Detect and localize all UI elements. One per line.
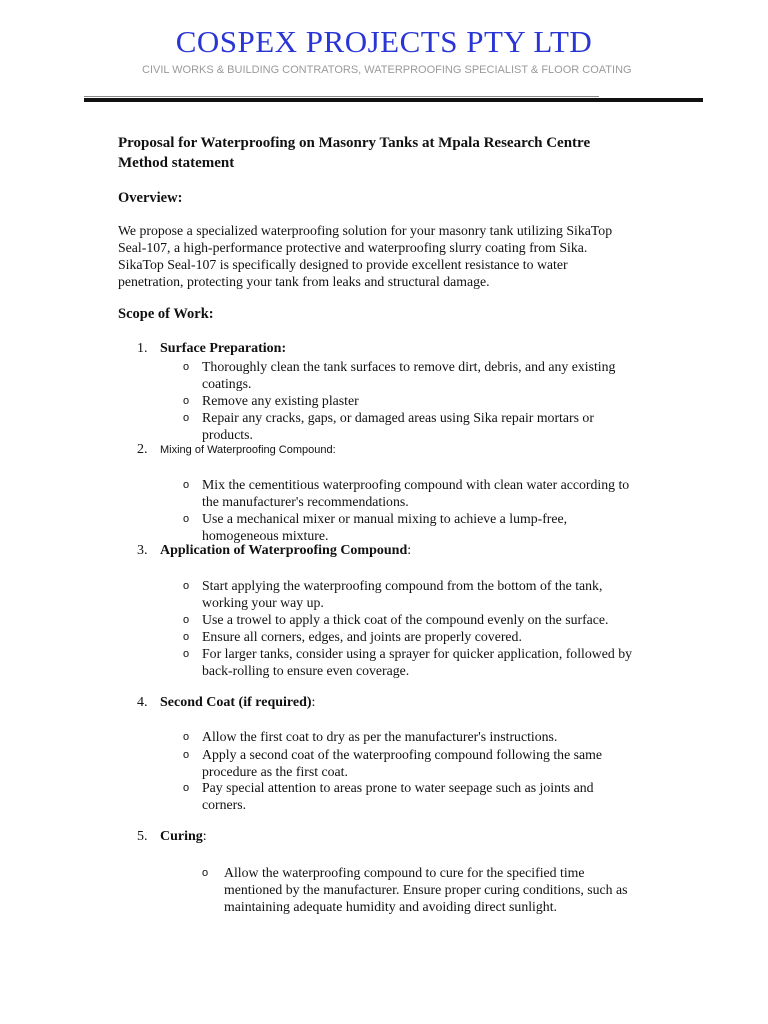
bullet-line: working your way up. (202, 595, 324, 610)
overview-line: SikaTop Seal-107 is specifically designed to provide excellent resistance to water (118, 257, 568, 272)
section-title (160, 695, 315, 711)
bullet-text (202, 728, 557, 745)
header-rule-thin (84, 96, 599, 97)
scope-heading: Scope of Work: (118, 306, 214, 322)
overview-heading: Overview: (118, 190, 183, 206)
bullet-text (202, 476, 629, 510)
bullet-text (202, 645, 632, 679)
section-title-text: Second Coat (if required) (160, 695, 312, 710)
doc-subtitle: Method statement (118, 155, 235, 171)
bullet-icon: o (183, 782, 190, 794)
bullet-line: corners. (202, 797, 247, 812)
section-number: 1. (137, 341, 148, 356)
bullet-icon: o (183, 648, 190, 660)
bullet-text (202, 611, 609, 628)
bullet-line: Allow the waterproofing compound to cure for the specified time (224, 865, 585, 880)
section-title (160, 444, 336, 456)
section-title-suffix: : (407, 543, 412, 558)
bullet-line: Ensure all corners, edges, and joints are properly covered. (202, 629, 522, 644)
bullet-line: procedure as the first coat. (202, 764, 348, 779)
section-number: 4. (137, 695, 148, 710)
bullet-line: mentioned by the manufacturer. Ensure proper curing conditions, such as (224, 882, 628, 897)
bullet-icon: o (183, 513, 190, 525)
company-tagline: CIVIL WORKS & BUILDING CONTRATORS, WATERPROOFING SPECIALIST & FLOOR COATING (142, 64, 632, 76)
section-title (160, 543, 411, 559)
bullet-icon: o (183, 412, 190, 424)
bullet-text (202, 746, 602, 780)
section-title-suffix: : (332, 444, 336, 456)
bullet-icon: o (183, 749, 190, 761)
bullet-line: Remove any existing plaster (202, 393, 359, 408)
section-title-text: Mixing of Waterproofing Compound (160, 444, 333, 456)
bullet-line: the manufacturer's recommendations. (202, 494, 409, 509)
section-title-suffix: : (311, 695, 316, 710)
bullet-text (202, 409, 594, 443)
bullet-icon: o (183, 614, 190, 626)
bullet-text (202, 392, 359, 409)
bullet-text (202, 577, 602, 611)
bullet-line: coatings. (202, 376, 252, 391)
bullet-icon: o (183, 361, 190, 373)
doc-title: Proposal for Waterproofing on Masonry Tanks at Mpala Research Centre (118, 135, 591, 151)
bullet-text (202, 510, 567, 544)
bullet-text (202, 779, 594, 813)
bullet-line: Allow the first coat to dry as per the manufacturer's instructions. (202, 729, 558, 744)
section-title (160, 829, 207, 845)
bullet-icon: o (183, 731, 190, 743)
overview-line: We propose a specialized waterproofing solution for your masonry tank utilizing SikaTop (118, 223, 613, 238)
bullet-line: Use a trowel to apply a thick coat of the compound evenly on the surface. (202, 612, 609, 627)
company-name: COSPEX PROJECTS PTY LTD (175, 24, 593, 59)
bullet-icon: o (183, 479, 190, 491)
bullet-line: Repair any cracks, gaps, or damaged areas using Sika repair mortars or (202, 410, 594, 425)
bullet-line: Thoroughly clean the tank surfaces to remove dirt, debris, and any existing (202, 359, 616, 374)
bullet-icon: o (183, 580, 190, 592)
bullet-line: homogeneous mixture. (202, 528, 329, 543)
bullet-line: Mix the cementitious waterproofing compound with clean water according to (202, 477, 630, 492)
section-title-text: Curing (160, 829, 203, 844)
section-title-text: Application of Waterproofing Compound (160, 543, 408, 558)
bullet-text (202, 628, 522, 645)
bullet-line: Pay special attention to areas prone to water seepage such as joints and (202, 780, 594, 795)
section-number: 2. (137, 442, 148, 457)
section-number: 3. (137, 543, 148, 558)
bullet-line: For larger tanks, consider using a sprayer for quicker application, followed by (202, 646, 633, 661)
bullet-text (202, 358, 615, 392)
section-title (160, 341, 286, 357)
bullet-line: Use a mechanical mixer or manual mixing to achieve a lump-free, (202, 511, 568, 526)
overview-paragraph (118, 222, 638, 290)
bullet-icon: o (202, 867, 209, 879)
bullet-line: products. (202, 427, 253, 442)
bullet-text (224, 864, 627, 915)
overview-line: Seal-107, a high-performance protective and waterproofing slurry coating from Sika. (118, 240, 588, 255)
overview-line: penetration, protecting your tank from leaks and structural damage. (118, 274, 490, 289)
bullet-line: Start applying the waterproofing compound from the bottom of the tank, (202, 578, 603, 593)
bullet-line: maintaining adequate humidity and avoiding direct sunlight. (224, 899, 557, 914)
section-title-text: Surface Preparation: (160, 341, 287, 356)
bullet-icon: o (183, 395, 190, 407)
bullet-line: back-rolling to ensure even coverage. (202, 663, 410, 678)
section-title-suffix: : (202, 829, 207, 844)
bullet-line: Apply a second coat of the waterproofing compound following the same (202, 747, 603, 762)
header-rule (84, 98, 703, 102)
bullet-icon: o (183, 631, 190, 643)
section-number: 5. (137, 829, 148, 844)
